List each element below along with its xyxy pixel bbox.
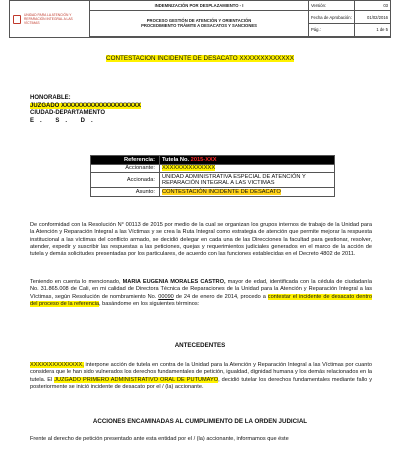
addressee-block (30, 95, 141, 125)
asunto-value: CONTESTACIÓN INCIDENTE DE DESACATO (162, 188, 281, 195)
accionante-value: XXXXXXXXXXXXXX (162, 165, 216, 172)
signatory-name: MARIA EUGENIA MORALES CASTRO, (122, 279, 226, 285)
addressee-honorable: HONORABLE: (30, 95, 71, 101)
addressee-court: JUZGADO XXXXXXXXXXXXXXXXXXXX (30, 102, 142, 109)
p3-highlight-court: JUZGADO PRIMERO ADMINISTRATIVO ORAL DE PUTUMAYO (54, 376, 219, 383)
process-cell (90, 11, 309, 37)
logo-icon (13, 15, 21, 24)
p2-text-4: , basándome en los siguientes términos: (99, 300, 200, 307)
version-value: 03 (355, 1, 391, 11)
reference-table (90, 155, 335, 197)
version-label: Versión: (309, 1, 355, 11)
asunto-label: Asunto: (91, 188, 160, 197)
document-title: CONTESTACION INCIDENTE DE DESACATO XXXXXXXXXXXXX (106, 55, 294, 62)
reference-row (91, 156, 335, 165)
p2-highlight: contestar el incidente de desacato dentro del proceso de la referencia (30, 293, 372, 307)
paragraph-signatory (30, 279, 372, 308)
paragraph-resolution: De conformidad con la Resolución N° 00113 de 2015 por medio de la cual se organizan los grupos internos de trabajo de la Unidad para la Atención y Reparación Integral a las Víctimas y se crea la Ruta Integral como estrategia de atención que permite mejorar la respuesta institucional a las víctimas del conflicto armado, se decidió delegar en cada una de las Direcciones la facultad para gestionar, resolver, atender, expedir y suscribir las respuestas a las peticiones, quejas y requerimientos judiciales generados en el marco de la acción de tutela y demás solicitudes presentadas por los particulares, de acuerdo con las funciones establecidas en el Decreto 4802 de 2011. (30, 222, 372, 258)
document-title-wrap (0, 55, 400, 62)
logo-text: UNIDAD PARA LA ATENCIÓN Y REPARACIÓN INTEGRAL A LAS VÍCTIMAS (24, 13, 73, 25)
page-label: Pág.: (309, 23, 355, 36)
accionada-label: Accionada: (91, 173, 160, 188)
process-line-1: PROCESO GESTIÓN DE ATENCIÓN Y ORIENTACIÓN (146, 18, 252, 24)
p2-text-1: Teniendo en cuenta lo mencionado, (30, 279, 123, 285)
p2-text-2: mayor de edad, identificada con la cédula de ciudadanía No. 31.865.008 de Cali, en mi calidad de Directora Técnica de Reparaciones de la Unidad para la Atención y Reparación Integral a las Víctimas, según Resolución de nombramiento No. (30, 279, 372, 300)
reference-text: Tutela No. (162, 156, 191, 163)
resolution-number: 00090 (158, 293, 174, 300)
paragraph-acciones: Frente al derecho de petición presentado ante esta entidad por el / (la) accionante, informamos que éste (30, 436, 289, 442)
acciones-heading: ACCIONES ENCAMINADAS AL CUMPLIMIENTO DE LA ORDEN JUDICIAL (92, 418, 308, 425)
header-title: INDEMNIZACIÓN POR DESPLAZAMIENTO - I (90, 1, 309, 11)
accionada-value: UNIDAD ADMINISTRATIVA ESPECIAL DE ATENCIÓN Y REPARACIÓN INTEGRAL A LAS VICTIMAS (160, 173, 335, 188)
page-value: 1 de 5 (355, 23, 391, 36)
p2-text-3: de 24 de enero de 2014, procedo a (173, 293, 268, 300)
logo (10, 1, 90, 38)
accionada-row (91, 173, 335, 188)
accionante-row (91, 164, 335, 173)
p3-highlight-1: XXXXXXXXXXXXXX, (30, 362, 84, 368)
accionante-label: Accionante: (91, 164, 160, 173)
reference-number: 2015-XXX (190, 156, 217, 163)
p3-text-1: interpone acción de tutela en contra de la Unidad para la Atención y Reparación Integral a las Víctimas por cuanto considera que le han sido vulnerados los derechos fundamentales de petición, igualdad, dignidad humana y los demás relacionados en la tutela. El (30, 362, 372, 383)
p3-text-2: , decidió tutelar los derechos fundamentales mediante fallo y posteriormente se inició incidente de desacato por el / (la) accionante. (30, 376, 372, 390)
asunto-row (91, 188, 335, 197)
addressee-esd: E. S. D. (30, 117, 99, 124)
antecedentes-heading: ANTECEDENTES (174, 342, 226, 349)
document-header (9, 0, 391, 38)
addressee-city: CIUDAD-DEPARTAMENTO (30, 110, 105, 116)
date-label: Fecha de Aprobación: (309, 11, 355, 24)
date-value: 01/02/2016 (355, 11, 391, 24)
process-line-2: PROCEDIMIENTO TRÁMITE A DESACATOS Y SANCIONES (141, 23, 257, 29)
paragraph-antecedentes (30, 362, 372, 391)
reference-label: Referencia: (91, 156, 160, 165)
